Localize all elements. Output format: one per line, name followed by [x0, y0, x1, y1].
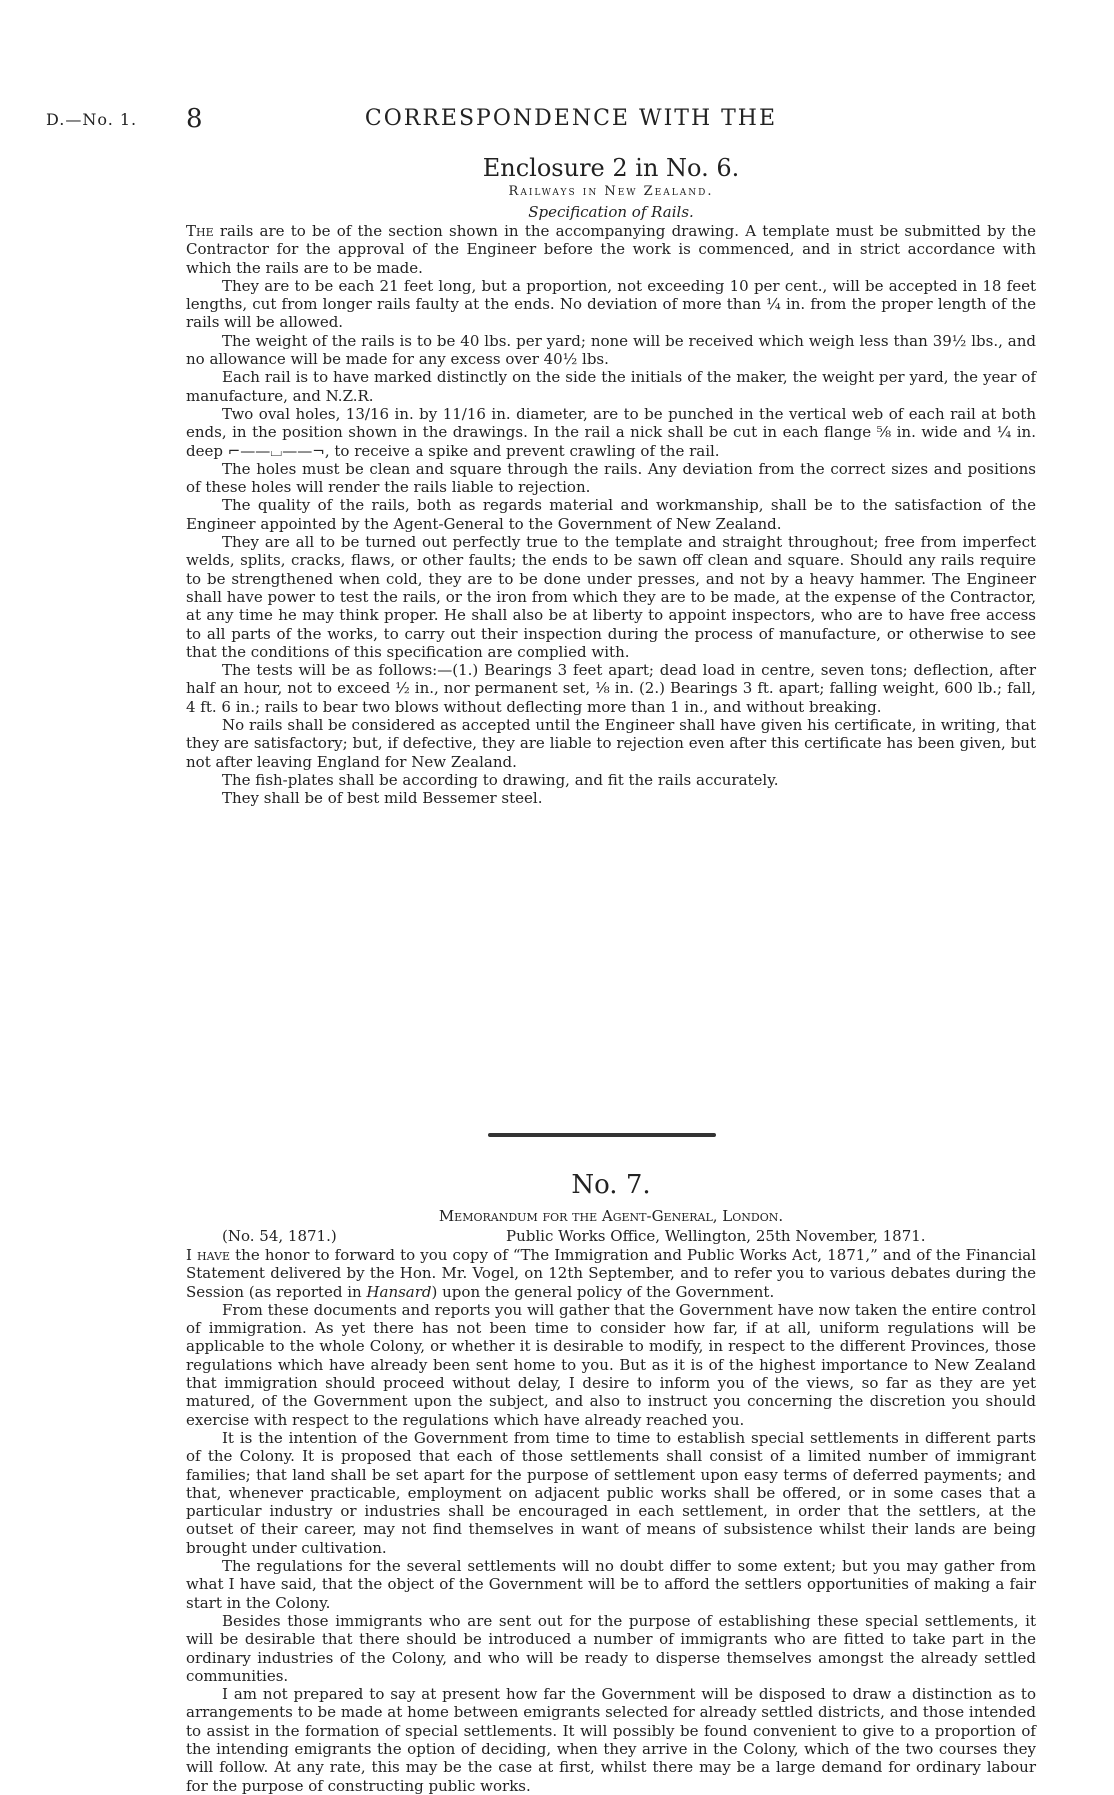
memo-reference: (No. 54, 1871.) [222, 1227, 337, 1245]
memo-number-title: No. 7. [571, 1170, 651, 1200]
paragraph: Each rail is to have marked distinctly on the side the initials of the maker, the weight per yard, the year of manufacture, and N.Z.R. [186, 368, 1036, 405]
memo-origin: Public Works Office, Wellington, 25th November, 1871. [506, 1227, 926, 1245]
lead-word: I have [186, 1246, 231, 1264]
paragraph: Besides those immigrants who are sent out for the purpose of establishing these special settlements, it will be desirable that there should be introduced a number of immigrants who are fitted to take part in the ordinary industries of the Colony, and who will be ready to disperse themselves amongst the already settled communities. [186, 1611, 1036, 1685]
document-reference: D.—No. 1. [46, 110, 138, 129]
memo-reference-line [186, 1226, 1036, 1246]
paragraph: The weight of the rails is to be 40 lbs. per yard; none will be received which weigh less than 39½ lbs., and no allowance will be made for any excess over 40½ lbs. [186, 331, 1036, 369]
paragraph: From these documents and reports you will gather that the Government have now taken the entire control of immigration. As yet there has not been time to consider how far, if at all, uniform regulations will be applicable to the whole Colony, or whether it is desirable to modify, in respect to the different Provinces, those regulations which have already been sent home to you. But as it is of the highest importance to New Zealand that immigration should proceed without delay, I desire to inform you of the views, so far as they are yet matured, of the Government upon the subject, and also to instruct you concerning the discretion you should exercise with respect to the regulations which have already reached you. [186, 1300, 1036, 1429]
paragraph: The tests will be as follows:—(1.) Bearings 3 feet apart; dead load in centre, seven tons; deflection, after half an hour, not to exceed ½ in., nor permanent set, ⅛ in. (2.) Bearings 3 ft. apart; falling weight, 600 lb.; fall, 4 ft. 6 in.; rails to bear two blows without deflecting more than 1 in., and without breaking. [186, 661, 1036, 716]
paragraph: They are all to be turned out perfectly true to the template and straight throughout; free from imperfect welds, splits, cracks, flaws, or other faults; the ends to be sawn off clean and square. Should any rails require to be strengthened when cold, they are to be done under presses, and not by a heavy hammer. The Engineer shall have power to test the rails, or the iron from which they are to be made, at the expense of the Contractor, at any time he may think proper. He shall also be at liberty to appoint inspectors, who are to have free access to all parts of the works, to carry out their inspection during the process of manufacture, or otherwise to see that the conditions of this specification are complied with. [186, 533, 1036, 661]
enclosure-subtitle: Railways in New Zealand. [508, 184, 714, 199]
paragraph: They shall be of best mild Bessemer steel. [222, 789, 543, 808]
paragraph-text: ) upon the general policy of the Government. [431, 1282, 775, 1301]
page-header [46, 104, 1076, 134]
lead-word: The [186, 222, 214, 240]
enclosure-section [186, 154, 1036, 808]
running-title: CORRESPONDENCE WITH THE [364, 106, 778, 131]
paragraph: No rails shall be considered as accepted until the Engineer shall have given his certificate, in writing, that they are satisfactory; but, if defective, they are liable to rejection even after this certificate has been given, but not after leaving England for New Zealand. [186, 716, 1036, 771]
paragraph-text: the honor to forward to you copy of “The Immigration and Public Works Act, 1871,” and of the Financial Statement delivered by the Hon. Mr. Vogel, on 12th September, and to refer you to various debates during the Session (as reported in [186, 1246, 1037, 1301]
paragraph: The quality of the rails, both as regards material and workmanship, shall be to the satisfaction of the Engineer appointed by the Agent-General to the Government of New Zealand. [186, 496, 1036, 533]
memo-section [186, 1170, 1036, 1795]
enclosure-title: Enclosure 2 in No. 6. [482, 154, 740, 182]
section-divider [488, 1133, 716, 1137]
paragraph: The holes must be clean and square through the rails. Any deviation from the correct sizes and positions of these holes will render the rails liable to rejection. [186, 459, 1036, 497]
paragraph: I am not prepared to say at present how far the Government will be disposed to draw a distinction as to arrangements to be made at home between emigrants selected for already settled districts, and those intended to assist in the formation of special settlements. It will possibly be found convenient to give to a proportion of the intending emigrants the option of deciding, when they arrive in the Colony, which of the two courses they will follow. At any rate, this may be the case at first, whilst there may be a large demand for ordinary labour for the purpose of constructing public works. [186, 1685, 1036, 1795]
paragraph [186, 222, 1036, 277]
memo-heading: Memorandum for the Agent-General, London. [438, 1207, 784, 1225]
paragraph: The fish-plates shall be according to drawing, and fit the rails accurately. [222, 770, 779, 789]
paragraph: They are to be each 21 feet long, but a proportion, not exceeding 10 per cent., will be accepted in 18 feet lengths, cut from longer rails faulty at the ends. No deviation of more than ¼ in. from the proper length of the rails will be allowed. [186, 276, 1036, 332]
paragraph: Two oval holes, 13/16 in. by 11/16 in. diameter, are to be punched in the vertical web of each rail at both ends, in the position shown in the drawings. In the rail a nick shall be cut in each flange ⅝ in. wide and ¼ in. deep ⌐——⌴——¬, to receive a spike and prevent crawling of the rail. [186, 404, 1036, 460]
paragraph: The regulations for the several settlements will no doubt differ to some extent; but you may gather from what I have said, that the object of the Government will be to afford the settlers opportunities of making a fair start in the Colony. [186, 1557, 1036, 1612]
specification-title: Specification of Rails. [528, 203, 694, 221]
paragraph-text: rails are to be of the section shown in the accompanying drawing. A template must be submitted by the Contractor for the approval of the Engineer before the work is commenced, and in strict accordance with which the rails are to be made. [186, 222, 1036, 277]
paragraph [186, 1246, 1036, 1301]
paragraph: It is the intention of the Government from time to time to establish special settlements in different parts of the Colony. It is proposed that each of those settlements shall consist of a limited number of immigrant families; that land shall be set apart for the purpose of settlement upon easy terms of deferred payments; and that, whenever practicable, employment on adjacent public works shall be offered, or in some cases that a particular industry or industries shall be encouraged in each settlement, in order that the settlers, at the outset of their career, may not find themselves in want of means of subsistence whilst their lands are being brought under cultivation. [186, 1428, 1036, 1557]
page-number: 8 [186, 104, 203, 134]
hansard-reference: Hansard [366, 1282, 432, 1301]
